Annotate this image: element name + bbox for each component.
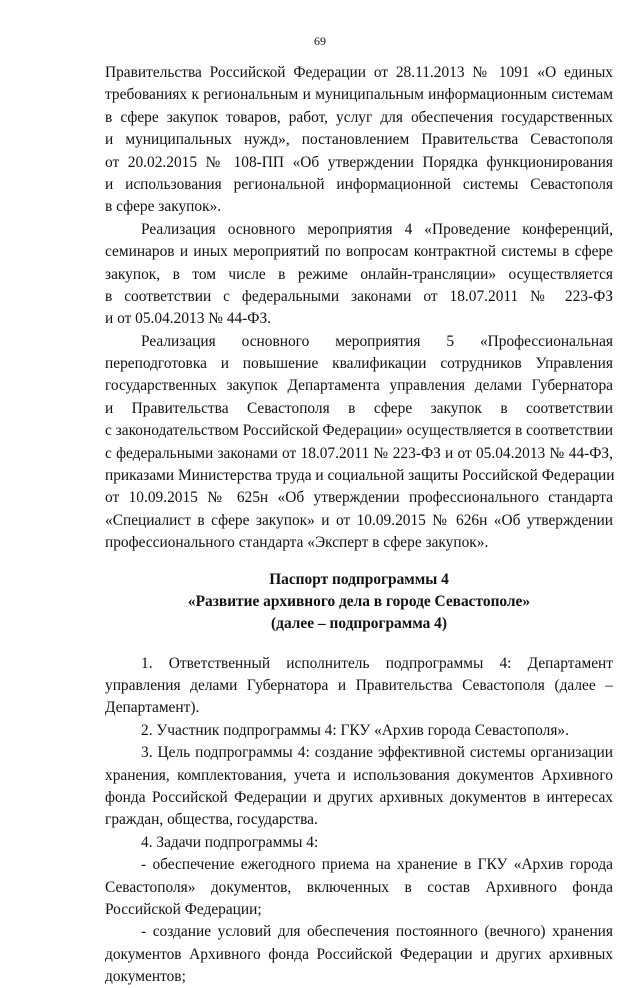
text-line: - обеспечение ежегодного приема на хранение в ГКУ «Архив города — [141, 856, 613, 874]
text-line: 1. Ответственный исполнитель подпрограммы 4: Департамент — [141, 654, 613, 672]
text-line: переподготовка и повышение квалификации сотрудников Управления — [105, 355, 613, 373]
text-line: от 10.09.2015 № 625н «Об утверждении профессионального стандарта — [105, 489, 613, 507]
paragraph-activity-4 — [105, 219, 613, 331]
text-line: требованиях к региональным и муниципальным информационным системам — [105, 86, 613, 104]
text-line: и Правительства Севастополя в сфере закупок в соответствии — [105, 399, 613, 417]
page-number: 69 — [314, 34, 326, 48]
heading-line: (далее – подпрограмма 4) — [271, 614, 447, 632]
task-item — [105, 921, 613, 988]
text-line: Реализация основного мероприятия 4 «Проведение конференций, — [141, 220, 613, 238]
text-line: с федеральными законами от 18.07.2011 № 223-ФЗ и от 05.04.2013 № 44-ФЗ, — [105, 444, 613, 462]
text-line: 2. Участник подпрограммы 4: ГКУ «Архив города Севастополя». — [141, 721, 569, 739]
heading-line: «Развитие архивного дела в городе Севастополе» — [187, 592, 531, 610]
text-line: Правительства Российской Федерации от 28.11.2013 № 1091 «О единых — [105, 64, 613, 81]
text-line: закупок, в том числе в режиме онлайн-трансляции» осуществляется — [105, 265, 613, 283]
item-responsible-executor — [105, 653, 613, 720]
heading-line: Паспорт подпрограммы 4 — [269, 570, 449, 588]
item-goal — [105, 742, 613, 832]
text-line: «Специалист в сфере закупок» и от 10.09.2015 № 626н «Об утверждении — [105, 511, 613, 529]
text-line: и использования региональной информационной системы Севастополя — [105, 175, 613, 193]
text-line: Реализация основного мероприятия 5 «Профессиональная — [141, 332, 613, 350]
text-line: с законодательством Российской Федерации» осуществляется в соответствии — [105, 422, 614, 440]
text-line: документов Архивного фонда Российской Федерации и других архивных — [105, 945, 613, 963]
text-line: - создание условий для обеспечения постоянного (вечного) хранения — [141, 923, 613, 941]
item-participant — [105, 720, 613, 742]
passport-items — [105, 653, 613, 988]
text-line: документов; — [105, 968, 186, 986]
subprogram-passport-heading — [105, 569, 613, 635]
text-line: граждан, общества, государства. — [105, 811, 318, 829]
text-line: и муниципальных нужд», постановлением Правительства Севастополя — [105, 131, 613, 149]
task-item — [105, 854, 613, 921]
text-line: и от 05.04.2013 № 44-ФЗ. — [105, 310, 272, 328]
paragraph-activity-5 — [105, 331, 613, 555]
text-line: в соответствии с федеральными законами от 18.07.2011 № 223-ФЗ — [105, 287, 613, 305]
text-line: в сфере закупок товаров, работ, услуг для обеспечения государственных — [105, 108, 613, 126]
text-line: 4. Задачи подпрограммы 4: — [141, 833, 319, 851]
text-line: фонда Российской Федерации и других архивных документов в интересах — [105, 788, 613, 806]
text-line: профессионального стандарта «Эксперт в сфере закупок». — [105, 534, 489, 552]
text-line: приказами Министерства труда и социальной защиты Российской Федерации — [105, 467, 615, 485]
document-body — [105, 62, 613, 988]
text-line: в сфере закупок». — [105, 198, 222, 216]
text-line: хранения, комплектования, учета и использования документов Архивного — [105, 766, 613, 784]
text-line: Севастополя» документов, включенных в состав Архивного фонда — [105, 878, 613, 896]
text-line: 3. Цель подпрограммы 4: создание эффективной системы организации — [141, 744, 613, 762]
item-tasks — [105, 832, 613, 854]
intro-paragraph — [105, 62, 613, 219]
text-line: государственных закупок Департамента управления делами Губернатора — [105, 377, 613, 395]
text-line: семинаров и иных мероприятий по вопросам контрактной системы в сфере — [105, 243, 613, 261]
text-line: управления делами Губернатора и Правительства Севастополя (далее – — [105, 676, 613, 694]
text-line: Российской Федерации; — [105, 900, 262, 918]
text-line: Департамент). — [105, 699, 200, 717]
text-line: от 20.02.2015 № 108-ПП «Об утверждении Порядка функционирования — [105, 153, 613, 171]
